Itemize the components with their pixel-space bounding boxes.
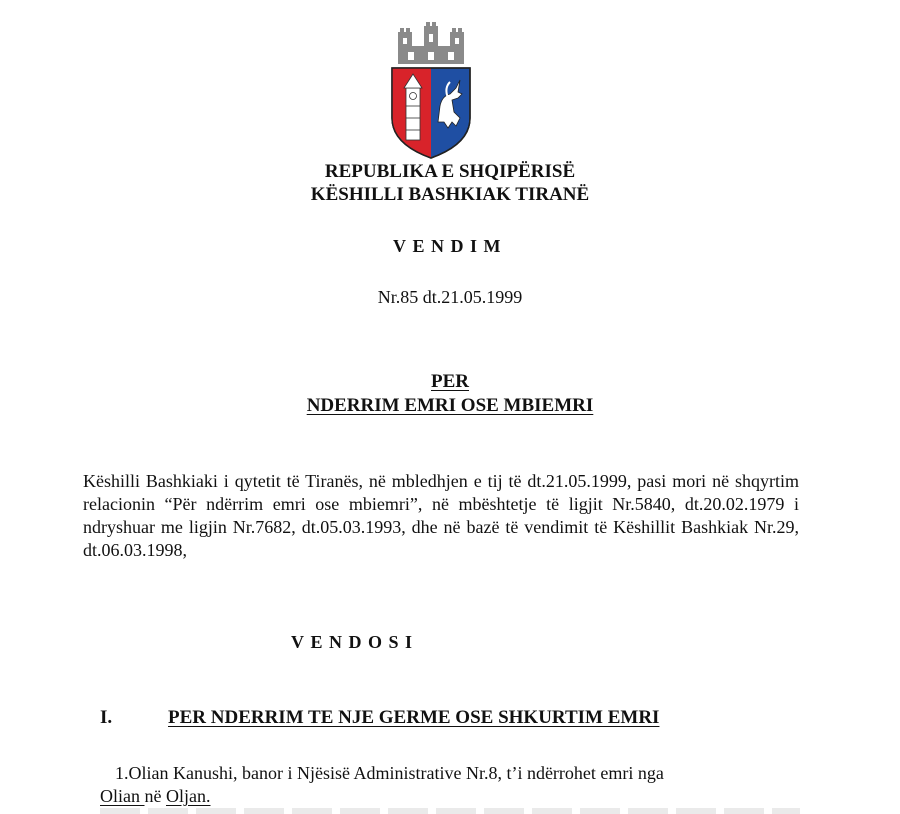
section-number: I. [100, 707, 113, 728]
vendosi-heading: VENDOSI [291, 632, 419, 652]
new-name: Oljan. [166, 786, 211, 806]
subject-title-text: NDERRIM EMRI OSE MBIEMRI [306, 395, 594, 416]
section-title: PER NDERRIM TE NJE GERME OSE SHKURTIM EMRI [168, 707, 660, 728]
preamble-paragraph: Këshilli Bashkiaki i qytetit të Tiranës, në mbledhjen e tij të dt.21.05.1999, pasi mori në shqyrtim relacionin “Për ndërrim emri ose mbiemri”, në mbështetje të ligjit Nr.5840, dt.20.02.1979 i ndryshuar me ligjin Nr.7682, dt.05.03.1993, dhe në bazë të vendimit të Këshillit Bashkiak Nr.29, dt.06.03.1998, [83, 471, 799, 560]
republic-title: REPUBLIKA E SHQIPËRISË [324, 161, 576, 182]
subject-title [0, 395, 900, 417]
next-line-cut-off [100, 808, 800, 814]
decision-number: Nr.85 dt.21.05.1999 [377, 287, 523, 307]
subject-per [0, 371, 900, 393]
item-1-text: 1.Olian Kanushi, banor i Njësisë Administrative Nr.8, t’i ndërrohet emri nga [115, 763, 664, 783]
name-connector: në [144, 786, 166, 806]
decision-heading: VENDIM [393, 236, 507, 256]
tirana-coat-of-arms-icon [390, 22, 472, 160]
item-1-names [100, 785, 211, 808]
council-title: KËSHILLI BASHKIAK TIRANË [310, 184, 590, 205]
old-name: Olian [100, 786, 145, 806]
subject-per-text: PER [431, 371, 469, 392]
